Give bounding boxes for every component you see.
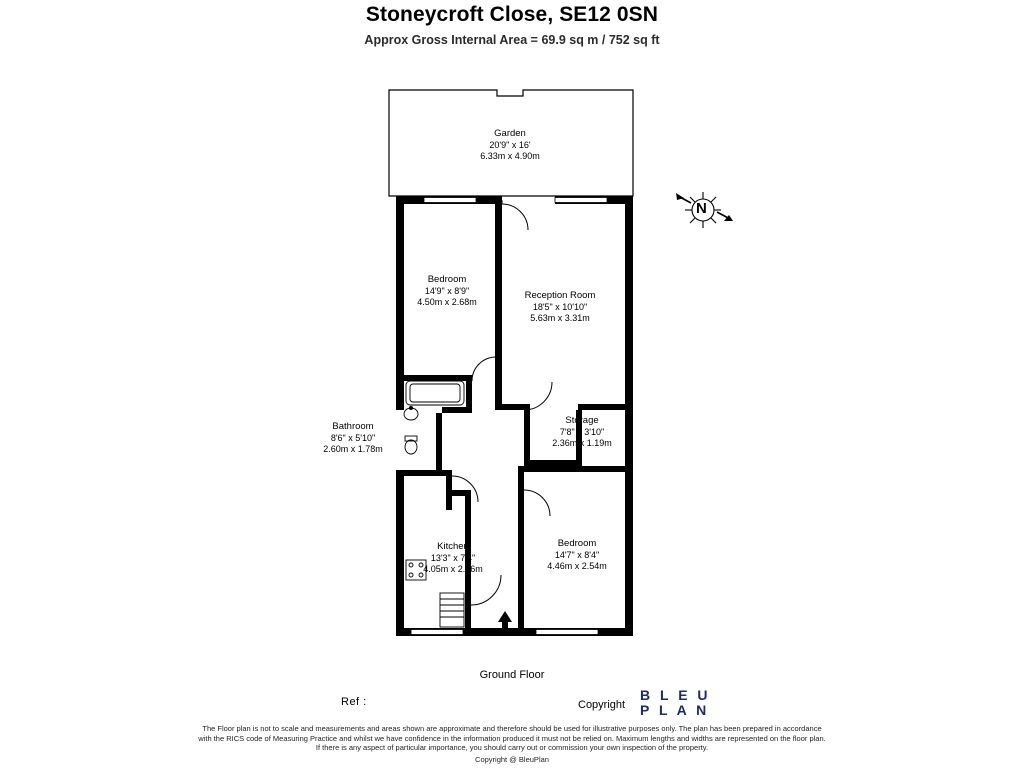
disclaimer [0,724,1024,764]
room-label-bathroom [288,421,418,456]
room-label-storage [517,415,647,450]
room-dim-metric: 2.60m x 1.78m [323,444,383,454]
room-label-reception-room [490,290,630,325]
room-label-bedroom-2 [512,538,642,573]
room-dim-metric: 4.50m x 2.68m [417,297,477,307]
room-name: Garden [494,128,526,139]
room-name: Storage [565,415,599,426]
room-dim-metric: 5.63m x 3.31m [530,313,590,323]
room-name: Reception Room [524,290,596,301]
room-dim-metric: 4.05m x 2.26m [423,564,483,574]
room-dim-imperial: 14'9" x 8'9" [424,285,470,296]
disclaimer-line-4: Copyright @ BleuPlan [475,754,549,764]
room-dim-imperial: 8'6" x 5'10" [330,432,376,443]
ref-label: Ref : [341,696,367,708]
room-label-kitchen [388,541,518,576]
disclaimer-line-3: If there is any aspect of particular importance, you should carry out or commission your own inspection of the property. [315,743,709,752]
page-title: Stoneycroft Close, SE12 0SN [365,3,659,26]
room-dim-imperial: 18'5" x 10'10" [532,301,588,312]
room-name: Bedroom [427,274,467,285]
room-dim-imperial: 7'8" x 3'10" [559,426,605,437]
room-dim-imperial: 14'7" x 8'4" [554,549,600,560]
room-dim-metric: 4.46m x 2.54m [547,561,607,571]
compass-label: N [696,200,707,217]
room-name: Bathroom [332,421,374,432]
disclaimer-line-1: The Floor plan is not to scale and measurements and areas shown are approximate and therefore should be used for illustrative purposes only. The plan has been prepared in accordance [202,724,822,733]
room-name: Kitchen [437,541,469,552]
room-dim-imperial: 13'3" x 7'4" [430,552,476,563]
disclaimer-line-2: with the RICS code of Measuring Practice and whilst we have confidence in the information produced it must not be relied on. Maximum lengths and widths are represented on the floor plan. [198,733,826,743]
room-dim-metric: 2.36m x 1.19m [552,438,612,448]
room-dim-metric: 6.33m x 4.90m [480,151,540,161]
logo-line-1: B L E U [640,687,711,703]
page-subtitle: Approx Gross Internal Area = 69.9 sq m / 752 sq ft [364,33,660,47]
floor-caption: Ground Floor [479,669,545,681]
room-name: Bedroom [557,538,597,549]
room-dim-imperial: 20'9" x 16' [489,139,531,150]
copyright-label: Copyright [578,699,626,711]
logo-line-2: P L A N [640,702,710,718]
room-label-garden [440,128,580,163]
bleuplan-logo [640,688,711,718]
